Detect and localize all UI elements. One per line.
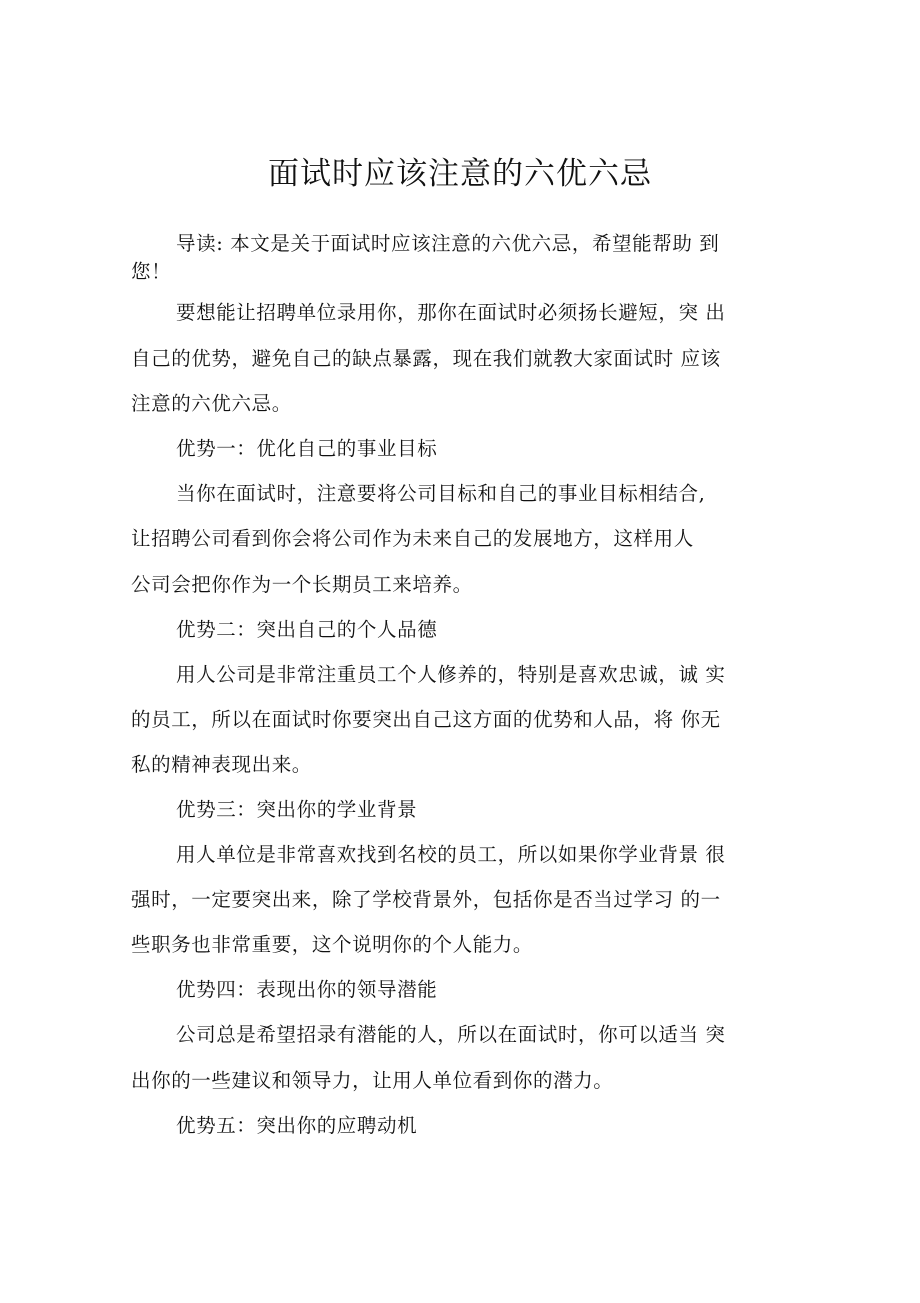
text-line: 自己的优势，避免自己的缺点暴露，现在我们就教大家面试时 应该 [131,347,721,370]
text-line: 让招聘公司看到你会将公司作为未来自己的发展地方，这样用人 [131,527,694,550]
text-line: 些职务也非常重要，这个说明你的个人能力。 [131,933,534,956]
page-title: 面试时应该注意的六优六忌 [268,156,652,192]
text-line: 私的精神表现出来。 [131,753,312,776]
text-line: 优势三：突出你的学业背景 [176,798,418,821]
text-line: 您！ [131,260,172,283]
text-line: 强时，一定要突出来，除了学校背景外，包括你是否当过学习 的一 [131,888,721,911]
text-line: 导读: 本文是关于面试时应该注意的六优六忌，希望能帮助 到 [176,232,720,255]
text-line: 公司会把你作为一个长期员工来培养。 [131,573,473,596]
text-line: 用人单位是非常喜欢找到名校的员工，所以如果你学业背景 很 [176,843,726,866]
text-line: 出你的一些建议和领导力，让用人单位看到你的潜力。 [131,1069,614,1092]
text-line: 用人公司是非常注重员工个人修养的，特别是喜欢忠诚，诚 实 [176,663,726,686]
text-line: 优势四：表现出你的领导潜能 [176,978,438,1001]
text-line: 优势二：突出自己的个人品德 [176,618,438,641]
text-line: 要想能让招聘单位录用你，那你在面试时必须扬长避短，突 出 [176,301,726,324]
text-line: 的员工，所以在面试时你要突出自己这方面的优势和人品，将 你无 [131,708,721,731]
text-line: 优势一：优化自己的事业目标 [176,437,438,460]
text-line: 公司总是希望招录有潜能的人，所以在面试时，你可以适当 突 [176,1023,726,1046]
text-line: 当你在面试时，注意要将公司目标和自己的事业目标相结合, [176,482,706,505]
text-line: 注意的六优六忌。 [131,392,292,415]
text-line: 优势五：突出你的应聘动机 [176,1114,418,1137]
